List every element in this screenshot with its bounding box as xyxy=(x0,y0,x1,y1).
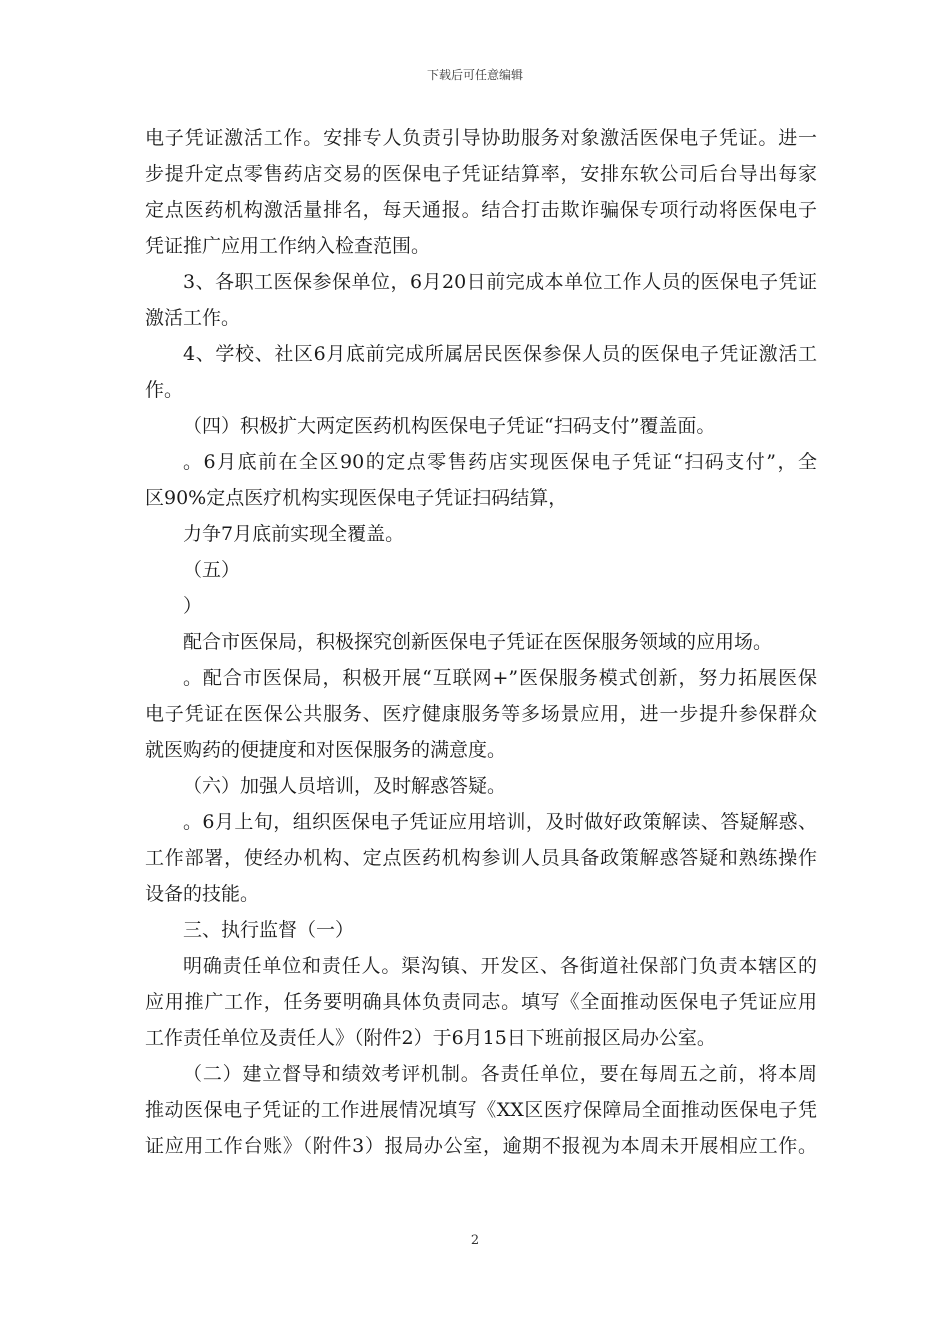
text-line: （二）建立督导和绩效考评机制。各责任单位，要在每周五之前，将本周 xyxy=(183,1063,817,1085)
text-line: 证应用工作台账》（附件3）报局办公室，逾期不报视为本周未开展相应工作。 xyxy=(145,1135,817,1157)
text-line: 步提升定点零售药店交易的医保电子凭证结算率，安排东软公司后台导出每家 xyxy=(145,163,817,185)
text-line: 。配合市医保局，积极开展“互联网+”医保服务模式创新，努力拓展医保 xyxy=(183,667,817,689)
text-line: （四）积极扩大两定医药机构医保电子凭证“扫码支付”覆盖面。 xyxy=(183,415,716,437)
text-line: 推动医保电子凭证的工作进展情况填写《XX区医疗保障局全面推动医保电子凭 xyxy=(145,1099,817,1121)
text-line: 三、执行监督（一） xyxy=(183,919,355,941)
text-line: 4、学校、社区6月底前完成所属居民医保参保人员的医保电子凭证激活工 xyxy=(183,343,817,365)
text-line: 工作部署，使经办机构、定点医药机构参训人员具备政策解惑答疑和熟练操作 xyxy=(145,847,817,869)
text-line: 电子凭证在医保公共服务、医疗健康服务等多场景应用，进一步提升参保群众 xyxy=(145,703,817,725)
text-line: 定点医药机构激活量排名，每天通报。结合打击欺诈骗保专项行动将医保电子 xyxy=(145,199,817,221)
text-line: 应用推广工作，任务要明确具体负责同志。填写《全面推动医保电子凭证应用 xyxy=(145,991,817,1013)
page-header: 下载后可任意编辑 xyxy=(426,68,523,82)
text-line: 。6月上旬，组织医保电子凭证应用培训，及时做好政策解读、答疑解惑、 xyxy=(183,811,817,833)
page-number: 2 xyxy=(470,1233,480,1248)
text-line: 配合市医保局，积极探究创新医保电子凭证在医保服务领域的应用场。 xyxy=(183,631,773,653)
text-line: 设备的技能。 xyxy=(145,883,260,905)
text-line: 。6月底前在全区90的定点零售药店实现医保电子凭证“扫码支付”，全 xyxy=(183,451,817,473)
text-line: 就医购药的便捷度和对医保服务的满意度。 xyxy=(145,739,507,761)
text-line: 3、各职工医保参保单位，6月20日前完成本单位工作人员的医保电子凭证 xyxy=(183,271,817,293)
text-line: ） xyxy=(183,595,203,617)
text-line: （六）加强人员培训，及时解惑答疑。 xyxy=(183,775,507,797)
text-line: （五） xyxy=(183,559,241,581)
document-body xyxy=(145,120,817,1164)
text-line: 作。 xyxy=(145,379,184,401)
text-line: 电子凭证激活工作。安排专人负责引导协助服务对象激活医保电子凭证。进一 xyxy=(145,127,817,149)
text-line: 区90%定点医疗机构实现医保电子凭证扫码结算， xyxy=(145,487,568,509)
text-line: 激活工作。 xyxy=(145,307,241,329)
text-line: 工作责任单位及责任人》（附件2）于6月15日下班前报区局办公室。 xyxy=(145,1027,716,1049)
text-line: 凭证推广应用工作纳入检查范围。 xyxy=(145,235,431,257)
text-line: 力争7月底前实现全覆盖。 xyxy=(183,523,405,545)
text-line: 明确责任单位和责任人。渠沟镇、开发区、各街道社保部门负责本辖区的 xyxy=(183,955,817,977)
